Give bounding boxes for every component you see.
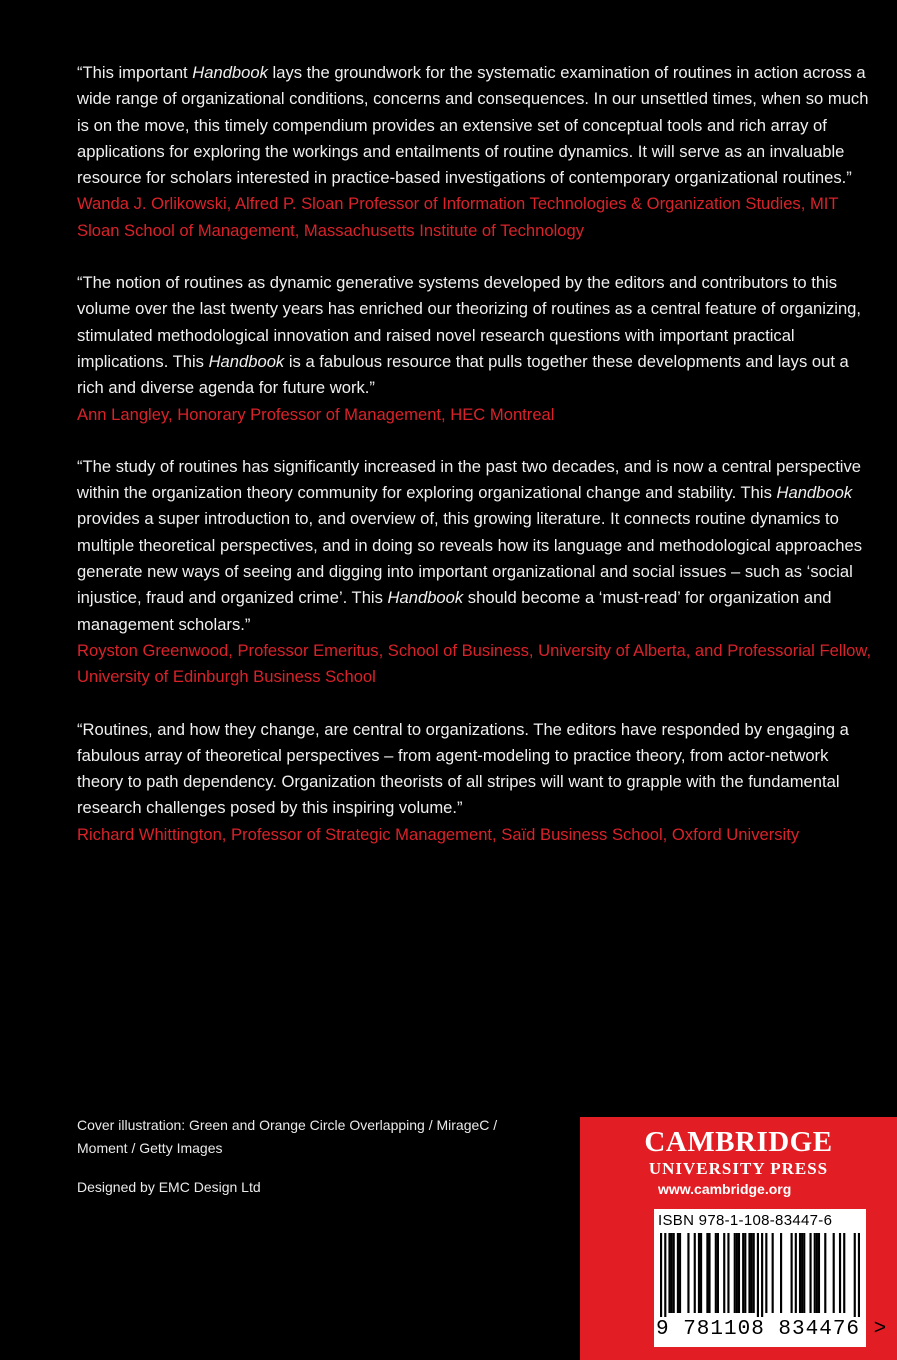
barcode-bar: [772, 1233, 774, 1313]
barcode-bar: [736, 1233, 738, 1313]
barcode-bar: [839, 1233, 841, 1313]
barcode-bar: [814, 1233, 816, 1313]
barcode-bar: [751, 1233, 753, 1313]
isbn-label: ISBN 978-1-108-83447-6: [658, 1212, 833, 1229]
endorsement-attribution: Royston Greenwood, Professor Emeritus, School of Business, University of Alberta, and Professorial Fellow, University of Edinburgh Business School: [77, 640, 872, 687]
design-credit: Designed by EMC Design Ltd: [77, 1179, 261, 1195]
barcode-bar: [687, 1233, 689, 1313]
publisher-url: www.cambridge.org: [658, 1181, 792, 1197]
barcode-bar: [833, 1233, 835, 1313]
barcode-bar: [799, 1233, 801, 1313]
barcode-bar: [801, 1233, 803, 1313]
barcode-bar: [858, 1233, 860, 1317]
barcode-bar: [698, 1233, 700, 1313]
endorsement-attribution: Wanda J. Orlikowski, Alfred P. Sloan Professor of Information Technologies & Organization Studies, MIT Sloan School of Management, Massachusetts Institute of Technology: [77, 194, 839, 240]
barcode-bar: [765, 1233, 767, 1313]
barcode-bar: [843, 1233, 845, 1313]
barcode-bar: [673, 1233, 675, 1313]
barcode-bar: [757, 1233, 759, 1317]
publisher-name-line2: UNIVERSITY PRESS: [648, 1159, 829, 1178]
barcode-bar: [664, 1233, 666, 1317]
barcode-bar: [824, 1233, 826, 1313]
barcode-bar: [761, 1233, 763, 1317]
barcode-bar: [717, 1233, 719, 1313]
publisher-panel: [580, 1117, 897, 1360]
endorsement-quote: “Routines, and how they change, are central to organizations. The editors have responded by engaging a fabulous array of theoretical perspectives – from agent-modeling to practice theory, from actor-network theory to path dependency. Organization theorists of all stripes will want to grapple with the fundamental research challenges posed by this inspiring volume.”: [77, 719, 849, 818]
barcode-bar: [677, 1233, 679, 1313]
barcode-bar: [723, 1233, 725, 1313]
barcode-box: [654, 1209, 888, 1347]
barcode-bar: [734, 1233, 736, 1313]
barcode-bar: [753, 1233, 755, 1313]
barcode-bar: [660, 1233, 662, 1317]
barcode-bar: [700, 1233, 702, 1313]
endorsement-quote: “The study of routines has significantly increased in the past two decades, and is now a central perspective within the organization theory community for exploring organizational change and stability. This Handbook provides a super introduction to, and overview of, this growing literature. It connects routine dynamics to multiple theoretical perspectives, and in doing so reveals how its language and methodological approaches generate new ways of seeing and digging into important organizational and social issues – such as ‘social injustice, fraud and organized crime’. This Handbook should become a ‘must-read’ for organization and management scholars.”: [77, 456, 863, 634]
endorsement: [77, 717, 877, 848]
cover-illustration-credit: Cover illustration: Green and Orange Circle Overlapping / MirageC / Moment / Getty Images: [77, 1117, 498, 1156]
barcode-bar: [742, 1233, 744, 1313]
barcode-digits: 9 781108 834476 >: [656, 1318, 888, 1341]
endorsement-attribution: Ann Langley, Honorary Professor of Management, HEC Montreal: [77, 404, 555, 424]
publisher-logo: [580, 1125, 897, 1179]
barcode-bar: [694, 1233, 696, 1313]
endorsement-quote: “This important Handbook lays the groundwork for the systematic examination of routines in action across a wide range of organizational conditions, concerns and consequences. In our unsettled times, when so much is on the move, this timely compendium provides an extensive set of conceptual tools and rich array of applications for exploring the workings and entailments of routine dynamics. It will serve as an invaluable resource for scholars interested in practice-based investigations of contemporary organizational routines.”: [77, 63, 869, 188]
endorsement: [77, 454, 877, 691]
barcode-bar: [818, 1233, 820, 1313]
barcode-bar: [668, 1233, 670, 1313]
cover-credits: [77, 1114, 547, 1199]
barcode-bar: [727, 1233, 729, 1313]
barcode-bar: [809, 1233, 811, 1313]
barcode-bar: [803, 1233, 805, 1313]
barcode-bar: [715, 1233, 717, 1313]
barcode-bar: [748, 1233, 750, 1313]
barcode-bar: [791, 1233, 793, 1313]
barcode-bar: [854, 1233, 856, 1317]
barcode-bar: [795, 1233, 797, 1313]
publisher-name-line1: CAMBRIDGE: [644, 1126, 833, 1158]
barcode-bar: [780, 1233, 782, 1313]
endorsement: [77, 270, 877, 428]
barcode-icon: [660, 1233, 860, 1317]
barcode-bar: [671, 1233, 673, 1313]
endorsement: [77, 60, 877, 244]
barcode-bar: [744, 1233, 746, 1313]
barcode-bar: [816, 1233, 818, 1313]
endorsements: [77, 60, 877, 874]
barcode-bar: [738, 1233, 740, 1313]
barcode-bar: [706, 1233, 708, 1313]
endorsement-quote: “The notion of routines as dynamic generative systems developed by the editors and contributors to this volume over the last twenty years has enriched our theorizing of routines as a central feature of organizing, stimulated methodological innovation and raised novel research questions with important practical implications. This Handbook is a fabulous resource that pulls together these developments and lays out a rich and diverse agenda for future work.”: [77, 273, 862, 398]
barcode-bar: [679, 1233, 681, 1313]
barcode-bar: [708, 1233, 710, 1313]
endorsement-attribution: Richard Whittington, Professor of Strategic Management, Saïd Business School, Oxford University: [77, 824, 800, 844]
